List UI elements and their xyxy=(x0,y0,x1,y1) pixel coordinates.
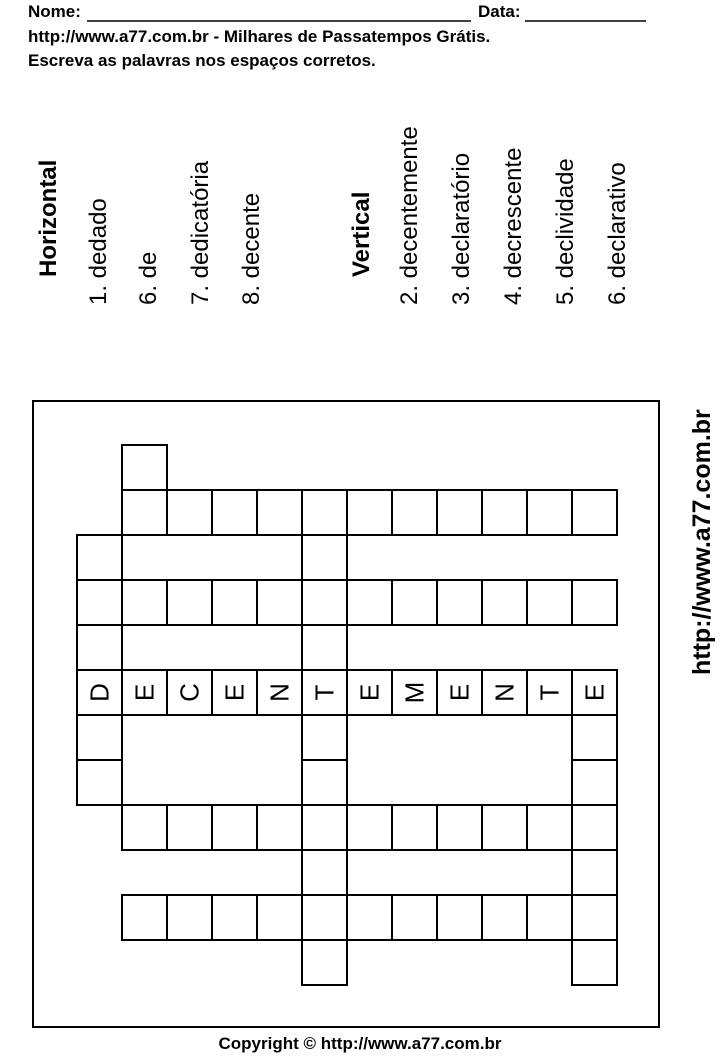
grid-letter: T xyxy=(309,684,340,701)
grid-letter: M xyxy=(399,681,430,704)
grid-cell[interactable] xyxy=(482,490,527,535)
grid-cell[interactable] xyxy=(482,895,527,940)
grid-cell[interactable] xyxy=(572,490,617,535)
grid-cell[interactable] xyxy=(77,715,122,760)
grid-cell[interactable] xyxy=(77,625,122,670)
grid-cell[interactable] xyxy=(212,895,257,940)
grid-cell[interactable] xyxy=(302,535,347,580)
date-label: Data: xyxy=(478,2,521,21)
grid-cell[interactable] xyxy=(167,805,212,850)
grid-cell[interactable] xyxy=(527,580,572,625)
grid-cell[interactable] xyxy=(302,805,347,850)
copyright-footer: Copyright © http://www.a77.com.br xyxy=(218,1034,502,1053)
grid-cell[interactable] xyxy=(302,715,347,760)
grid-cell[interactable] xyxy=(212,805,257,850)
grid-cell[interactable] xyxy=(122,490,167,535)
grid-cell[interactable] xyxy=(212,580,257,625)
grid-cell[interactable] xyxy=(77,760,122,805)
grid-cell[interactable] xyxy=(122,445,167,490)
clue-vertical-4: 5. declividade xyxy=(552,158,579,305)
grid-cell[interactable] xyxy=(257,580,302,625)
clue-vertical-3: 4. decrescente xyxy=(500,147,527,305)
grid-cell[interactable] xyxy=(392,580,437,625)
grid-cell[interactable] xyxy=(572,850,617,895)
clue-vertical-1: 2. decentemente xyxy=(396,126,423,305)
grid-letter: E xyxy=(579,683,610,702)
name-label: Nome: xyxy=(28,2,81,21)
grid-letter: E xyxy=(354,683,385,702)
grid-letter: E xyxy=(444,683,475,702)
grid-cell[interactable] xyxy=(302,940,347,985)
grid-cell[interactable] xyxy=(572,715,617,760)
grid-cell[interactable] xyxy=(392,895,437,940)
grid-cell[interactable] xyxy=(122,895,167,940)
clue-horizontal-4: 8. decente xyxy=(238,192,265,305)
grid-cell[interactable] xyxy=(347,580,392,625)
grid-cell[interactable] xyxy=(527,895,572,940)
grid-cell[interactable] xyxy=(347,805,392,850)
grid-cell[interactable] xyxy=(347,490,392,535)
grid-cell[interactable] xyxy=(257,805,302,850)
grid-letter: C xyxy=(174,683,205,702)
grid-cell[interactable] xyxy=(482,580,527,625)
grid-cell[interactable] xyxy=(572,805,617,850)
grid-letter: D xyxy=(84,683,115,702)
grid-letter: T xyxy=(534,684,565,701)
grid-letter: N xyxy=(489,683,520,702)
grid-letter: E xyxy=(129,683,160,702)
clue-horizontal-2: 6. de xyxy=(135,251,162,305)
grid-letter: N xyxy=(264,683,295,702)
grid-cell[interactable] xyxy=(257,895,302,940)
grid-cell[interactable] xyxy=(302,625,347,670)
vertical-title: Vertical xyxy=(348,191,375,277)
site-line: http://www.a77.com.br - Milhares de Passatempos Grátis. xyxy=(28,27,491,46)
clue-horizontal-3: 7. dedicatória xyxy=(187,160,214,305)
clue-horizontal-1: 1. dedado xyxy=(85,198,112,305)
grid-cell[interactable] xyxy=(167,490,212,535)
horizontal-title: Horizontal xyxy=(35,159,62,277)
grid-cell[interactable] xyxy=(572,940,617,985)
grid-letter: E xyxy=(219,683,250,702)
grid-cell[interactable] xyxy=(77,580,122,625)
grid-cell[interactable] xyxy=(302,850,347,895)
clue-vertical-5: 6. declarativo xyxy=(604,162,631,305)
grid-cell[interactable] xyxy=(527,805,572,850)
grid-cell[interactable] xyxy=(572,760,617,805)
grid-cell[interactable] xyxy=(572,580,617,625)
grid-cell[interactable] xyxy=(392,805,437,850)
grid-cell[interactable] xyxy=(482,805,527,850)
grid-cell[interactable] xyxy=(437,580,482,625)
grid-cell[interactable] xyxy=(77,535,122,580)
grid-cell[interactable] xyxy=(572,895,617,940)
grid-cell[interactable] xyxy=(302,895,347,940)
side-url: http://www.a77.com.br xyxy=(688,409,716,675)
grid-cell[interactable] xyxy=(257,490,302,535)
grid-cell[interactable] xyxy=(212,490,257,535)
grid-cell[interactable] xyxy=(167,895,212,940)
grid-cell[interactable] xyxy=(392,490,437,535)
grid-cell[interactable] xyxy=(302,760,347,805)
clue-vertical-2: 3. declaratório xyxy=(448,152,475,305)
grid-cell[interactable] xyxy=(437,490,482,535)
grid-cell[interactable] xyxy=(527,490,572,535)
instruction-text: Escreva as palavras nos espaços corretos. xyxy=(28,51,376,70)
grid-cell[interactable] xyxy=(437,895,482,940)
grid-cell[interactable] xyxy=(437,805,482,850)
grid-cell[interactable] xyxy=(347,895,392,940)
grid-cell[interactable] xyxy=(122,580,167,625)
grid-cell[interactable] xyxy=(122,805,167,850)
grid-cell[interactable] xyxy=(302,490,347,535)
grid-cell[interactable] xyxy=(167,580,212,625)
grid-cell[interactable] xyxy=(302,580,347,625)
